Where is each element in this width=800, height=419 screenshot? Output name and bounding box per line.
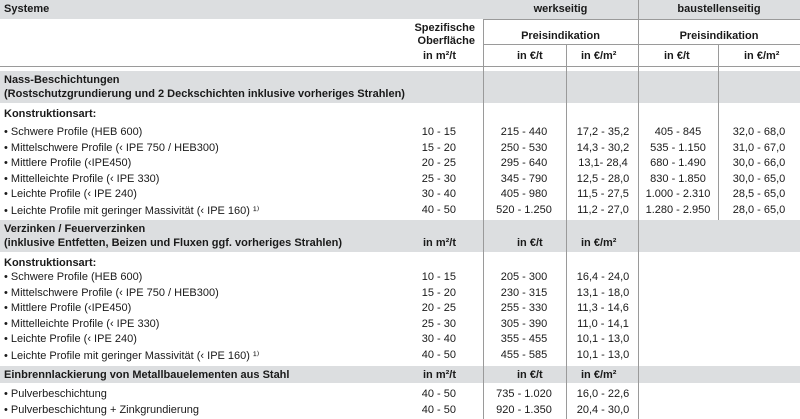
surface-cell: 15 - 20 <box>421 142 456 154</box>
row-label: • Leichte Profile (‹ IPE 240) <box>4 333 137 345</box>
price-werk-m2: 10,1 - 13,0 <box>576 349 630 361</box>
price-werk-t: 920 - 1.350 <box>496 404 552 416</box>
price-werk-m2: 11,3 - 14,6 <box>577 302 629 314</box>
col-divider <box>483 19 484 419</box>
price-werk-t: 230 - 315 <box>500 287 548 299</box>
row-label: • Pulverbeschichtung <box>4 388 107 400</box>
row-label: • Leichte Profile (‹ IPE 240) <box>4 188 137 200</box>
unit-surface: in m²/t <box>423 369 456 381</box>
price-bau-t: 535 - 1.150 <box>650 142 706 154</box>
surface-cell: 25 - 30 <box>421 318 456 330</box>
price-werk-t: 345 - 790 <box>500 173 548 185</box>
sub-heading: Konstruktionsart: <box>4 257 97 269</box>
unit-eur-m2: in €/m² <box>581 369 617 381</box>
unit-eur-t: in €/t <box>517 237 543 249</box>
price-werk-m2: 11,0 - 14,1 <box>577 318 629 330</box>
price-bau-t: 1.280 - 2.950 <box>645 204 711 216</box>
col-divider <box>718 44 719 220</box>
price-werk-t: 215 - 440 <box>500 126 548 138</box>
divider <box>483 19 800 20</box>
price-werk-t: 255 - 330 <box>500 302 548 314</box>
surface-cell: 10 - 15 <box>421 271 456 283</box>
price-werk-t: 735 - 1.020 <box>496 388 552 400</box>
surface-cell: 20 - 25 <box>421 157 456 169</box>
header-unit-bau-m2: in €/m² <box>744 50 780 62</box>
surface-cell: 30 - 40 <box>421 188 456 200</box>
price-werk-t: 305 - 390 <box>500 318 548 330</box>
header-surface-l1: Spezifische <box>414 22 475 34</box>
price-bau-m2: 30,0 - 65,0 <box>732 173 786 185</box>
price-werk-t: 520 - 1.250 <box>496 204 552 216</box>
unit-eur-m2: in €/m² <box>581 237 617 249</box>
price-werk-t: 250 - 530 <box>500 142 548 154</box>
price-werk-t: 455 - 585 <box>500 349 548 361</box>
price-werk-t: 405 - 980 <box>500 188 548 200</box>
price-werk-m2: 11,2 - 27,0 <box>577 204 629 216</box>
section-subtitle: (inklusive Entfetten, Beizen und Fluxen ggf. vorheriges Strahlen) <box>4 237 342 249</box>
price-werk-m2: 20,4 - 30,0 <box>576 404 630 416</box>
price-werk-m2: 17,2 - 35,2 <box>576 126 630 138</box>
sub-heading: Konstruktionsart: <box>4 108 97 120</box>
surface-cell: 40 - 50 <box>421 388 456 400</box>
header-unit-werk-m2: in €/m² <box>581 50 617 62</box>
price-bau-m2: 31,0 - 67,0 <box>732 142 786 154</box>
price-werk-m2: 14,3 - 30,2 <box>576 142 630 154</box>
row-label: • Mittlere Profile (‹IPE450) <box>4 157 132 169</box>
header-price-bau: Preisindikation <box>679 30 759 42</box>
surface-cell: 40 - 50 <box>421 204 456 216</box>
surface-cell: 40 - 50 <box>421 349 456 361</box>
divider <box>483 44 800 45</box>
price-werk-m2: 11,5 - 27,5 <box>577 188 629 200</box>
row-label: • Pulverbeschichtung + Zinkgrundierung <box>4 404 199 416</box>
row-label: • Schwere Profile (HEB 600) <box>4 126 143 138</box>
price-werk-m2: 13,1 - 18,0 <box>576 287 630 299</box>
header-unit-werk-t: in €/t <box>517 50 543 62</box>
divider <box>0 66 800 67</box>
row-label: • Leichte Profile mit geringer Massivität (‹ IPE 160) ¹⁾ <box>4 205 260 217</box>
price-werk-m2: 12,5 - 28,0 <box>576 173 630 185</box>
price-werk-t: 205 - 300 <box>500 271 548 283</box>
section-title: Nass-Beschichtungen <box>4 74 120 86</box>
price-werk-t: 295 - 640 <box>500 157 548 169</box>
col-divider <box>566 44 567 419</box>
row-label: • Mittelleichte Profile (‹ IPE 330) <box>4 173 160 185</box>
price-bau-m2: 30,0 - 66,0 <box>732 157 786 169</box>
row-label: • Mittelleichte Profile (‹ IPE 330) <box>4 318 160 330</box>
unit-eur-t: in €/t <box>517 369 543 381</box>
price-werk-m2: 16,0 - 22,6 <box>576 388 630 400</box>
surface-cell: 15 - 20 <box>421 287 456 299</box>
header-baustellenseitig: baustellenseitig <box>677 3 761 15</box>
price-bau-t: 830 - 1.850 <box>650 173 706 185</box>
header-unit-bau-t: in €/t <box>664 50 690 62</box>
surface-cell: 25 - 30 <box>421 173 456 185</box>
row-label: • Leichte Profile mit geringer Massivität (‹ IPE 160) ¹⁾ <box>4 350 260 362</box>
surface-cell: 10 - 15 <box>421 126 456 138</box>
row-label: • Mittelschwere Profile (‹ IPE 750 / HEB300) <box>4 287 219 299</box>
header-surface-l2: Oberfläche <box>417 35 475 47</box>
header-werkseitig: werkseitig <box>533 3 588 15</box>
price-bau-m2: 32,0 - 68,0 <box>732 126 786 138</box>
unit-surface: in m²/t <box>423 237 456 249</box>
price-werk-m2: 16,4 - 24,0 <box>576 271 630 283</box>
surface-cell: 40 - 50 <box>421 404 456 416</box>
section-title: Einbrennlackierung von Metallbauelementen aus Stahl <box>4 369 290 381</box>
surface-cell: 30 - 40 <box>421 333 456 345</box>
price-werk-m2: 10,1 - 13,0 <box>576 333 630 345</box>
header-price-werk: Preisindikation <box>521 30 600 42</box>
price-bau-t: 405 - 845 <box>654 126 702 138</box>
surface-cell: 20 - 25 <box>421 302 456 314</box>
price-bau-m2: 28,0 - 65,0 <box>732 204 786 216</box>
row-label: • Mittlere Profile (‹IPE450) <box>4 302 132 314</box>
col-divider <box>638 0 639 419</box>
price-bau-t: 680 - 1.490 <box>650 157 706 169</box>
row-label: • Schwere Profile (HEB 600) <box>4 271 143 283</box>
section-title: Verzinken / Feuerverzinken <box>4 223 146 235</box>
price-bau-m2: 28,5 - 65,0 <box>732 188 786 200</box>
row-label: • Mittelschwere Profile (‹ IPE 750 / HEB300) <box>4 142 219 154</box>
section-subtitle: (Rostschutzgrundierung und 2 Deckschichten inklusive vorheriges Strahlen) <box>4 88 405 100</box>
header-unit-surface: in m²/t <box>423 50 456 62</box>
price-werk-t: 355 - 455 <box>500 333 548 345</box>
header-systems: Systeme <box>4 3 50 15</box>
price-bau-t: 1.000 - 2.310 <box>645 188 711 200</box>
price-werk-m2: 13,1- 28,4 <box>578 157 628 169</box>
